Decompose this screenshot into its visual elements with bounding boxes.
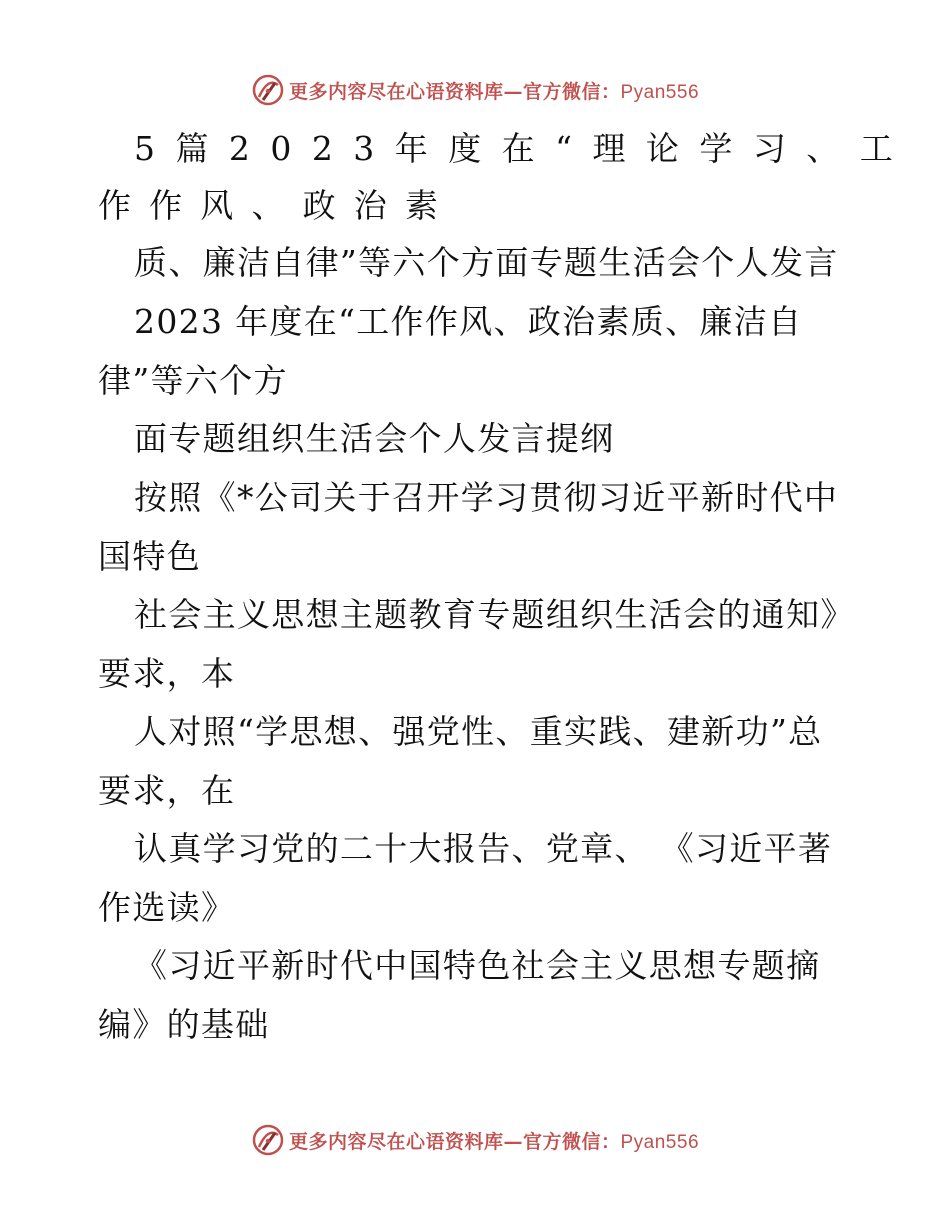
text-line: 国特色: [98, 537, 201, 576]
text-line: 《习近平新时代中国特色社会主义思想专题摘: [134, 946, 821, 985]
text-line: 社会主义思想主题教育专题组织生活会的通知》: [134, 595, 855, 634]
text-line: 律”等六个方: [98, 361, 288, 400]
text-line: 认真学习党的二十大报告、党章、 《习近平著: [134, 829, 833, 868]
watermark-text: 更多内容尽在心语资料库—官方微信：Pyan556: [288, 1130, 700, 1153]
text-line: 2023 年度在“工作作风、政治素质、廉洁自: [134, 302, 803, 341]
pen-logo-icon: [251, 73, 285, 107]
pen-logo-icon: [251, 1123, 285, 1157]
watermark-text: 更多内容尽在心语资料库—官方微信：Pyan556: [288, 80, 700, 103]
text-line: 编》的基础: [98, 1005, 270, 1044]
text-line: 要求，本: [98, 654, 236, 693]
watermark-wechat-id: Pyan556: [620, 1131, 700, 1153]
text-line: 5篇2023年度在“理论学习、工: [134, 129, 914, 168]
watermark-wechat-id: Pyan556: [620, 81, 700, 103]
text-line: 按照《*公司关于召开学习贯彻习近平新时代中: [134, 478, 839, 517]
header-watermark: [0, 70, 950, 110]
text-line: 作选读》: [98, 888, 236, 927]
text-line: 人对照“学思想、强党性、重实践、建新功”总: [134, 712, 823, 751]
text-line: 要求，在: [98, 771, 236, 810]
text-line: 质、廉洁自律”等六个方面专题生活会个人发言: [134, 243, 839, 282]
text-line: 作作风、政治素: [98, 186, 457, 225]
text-line: 面专题组织生活会个人发言提纲: [134, 419, 615, 458]
footer-watermark: [0, 1120, 950, 1160]
